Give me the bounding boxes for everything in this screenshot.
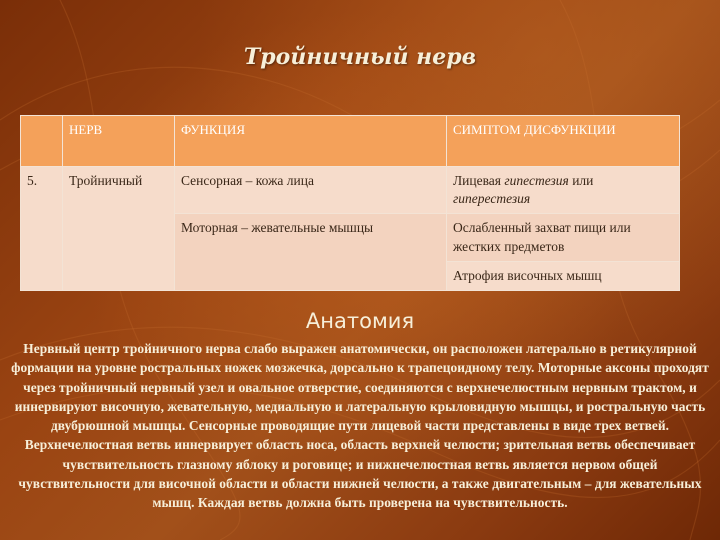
anatomy-paragraph: Нервный центр тройничного нерва слабо выражен анатомически, он расположен латерально в ретикулярной формации на уровне ростральных ножек мозжечка, дорсально к трапецоидному телу. Моторные аксоны проходят через тройничный нервный узел и овальное отверстие, соединяются с верхнечелюстным нервным трактом, и иннервируют височную, жевательную, медиальную и латеральную крыловидную мышцы, и ростральную часть двубрюшной мышцы. Сенсорные проводящие пути лицевой части представлены в виде трех ветвей. Верхнечелюстная ветвь иннервирует область носа, область верхней челюсти; зрительная ветвь обеспечивает чувствительность глазному яблоку и роговице; и нижнечелюстная ветвь является нервом общей чувствительности для височной области и области нижней челюсти, а также двигательным – для жевательных мышц. Каждая ветвь должна быть проверена на чувствительность. — [11, 341, 709, 511]
symptom-term-hypesthesia: гипестезия — [504, 173, 569, 188]
cell-symptom: Ослабленный захват пищи или жестких предметов — [447, 214, 680, 261]
cell-symptom: Атрофия височных мышц — [447, 261, 680, 290]
header-nerve: НЕРВ — [63, 116, 175, 167]
symptom-connector: или — [568, 173, 594, 188]
header-number — [21, 116, 63, 167]
cell-symptom — [447, 167, 680, 214]
cell-function: Сенсорная – кожа лица — [175, 167, 447, 214]
table-header-row — [21, 116, 680, 167]
cell-nerve: Тройничный — [63, 167, 175, 291]
section-heading: Анатомия — [305, 309, 415, 333]
cell-function: Моторная – жевательные мышцы — [175, 214, 447, 291]
symptom-text: Лицевая — [453, 173, 505, 188]
header-symptom: СИМПТОМ ДИСФУНКЦИИ — [447, 116, 680, 167]
cell-number: 5. — [21, 167, 63, 291]
table-row — [21, 167, 680, 214]
symptom-term-hyperesthesia: гиперестезия — [453, 191, 531, 207]
header-function: ФУНКЦИЯ — [175, 116, 447, 167]
slide-title: Тройничный нерв — [243, 44, 477, 70]
nerve-table — [20, 115, 680, 291]
